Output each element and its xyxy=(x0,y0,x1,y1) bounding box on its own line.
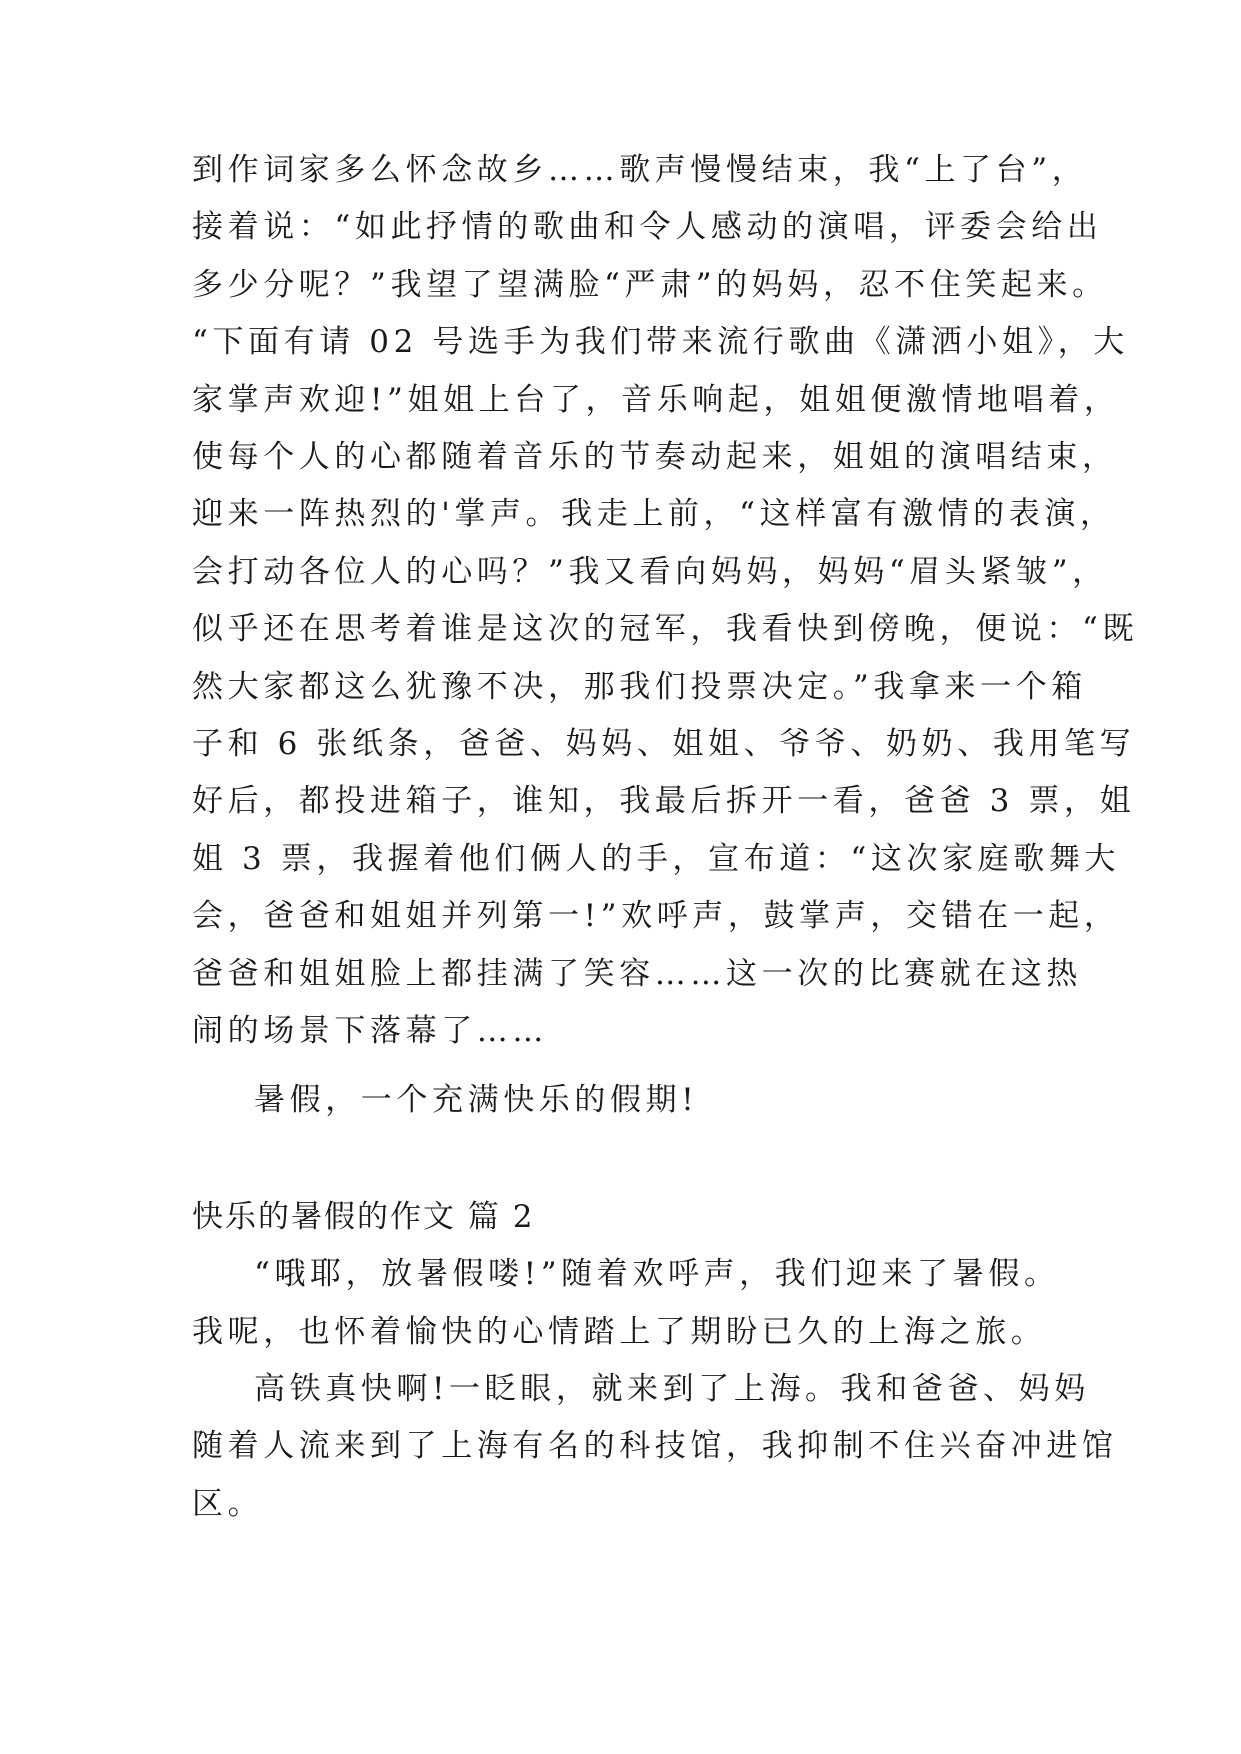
text-line: 姐 3 票，我握着他们俩人的手，宣布道：“这次家庭歌舞大 xyxy=(192,841,1121,877)
text-line: “下面有请 02 号选手为我们带来流行歌曲《潇洒小姐》，大 xyxy=(192,324,1129,360)
text-line: 闹的场景下落幕了…… xyxy=(192,1013,548,1049)
text-line: 似乎还在思考着谁是这次的冠军，我看快到傍晚，便说：“既 xyxy=(192,611,1139,647)
text-line: 多少分呢？”我望了望满脸“严肃”的妈妈，忍不住笑起来。 xyxy=(192,267,1108,303)
text-line: 高铁真快啊!一眨眼，就来到了上海。我和爸爸、妈妈 xyxy=(254,1371,1090,1407)
text-line: 到作词家多么怀念故乡……歌声慢慢结束，我“上了台”， xyxy=(192,152,1088,188)
text-line: 会，爸爸和姐姐并列第一!”欢呼声，鼓掌声，交错在一起， xyxy=(192,898,1120,934)
text-line: “哦耶，放暑假喽!”随着欢呼声，我们迎来了暑假。 xyxy=(254,1256,1060,1292)
text-line: 随着人流来到了上海有名的科技馆，我抑制不住兴奋冲进馆 xyxy=(192,1428,1118,1464)
text-line: 使每个人的心都随着音乐的节奏动起来，姐姐的演唱结束， xyxy=(192,439,1118,475)
text-line: 区。 xyxy=(192,1486,264,1522)
text-line: 我呢，也怀着愉快的心情踏上了期盼已久的上海之旅。 xyxy=(192,1314,1047,1350)
section-heading: 快乐的暑假的作文 篇 2 xyxy=(192,1199,535,1235)
text-line: 子和 6 张纸条，爸爸、妈妈、姐姐、爷爷、奶奶、我用笔写 xyxy=(192,726,1136,762)
text-line: 然大家都这么犹豫不决，那我们投票决定。”我拿来一个箱 xyxy=(192,669,1087,705)
text-line: 迎来一阵热烈的'掌声。我走上前，“这样富有激情的表演， xyxy=(192,496,1116,532)
text-line: 家掌声欢迎!”姐姐上台了，音乐响起，姐姐便激情地唱着， xyxy=(192,382,1120,418)
text-line: 好后，都投进箱子，谁知，我最后拆开一看，爸爸 3 票，姐 xyxy=(192,783,1136,819)
text-line: 爸爸和姐姐脸上都挂满了笑容……这一次的比赛就在这热 xyxy=(192,956,1082,992)
text-line: 会打动各位人的心吗？”我又看向妈妈，妈妈“眉头紧皱”， xyxy=(192,554,1108,590)
paragraph-text: 暑假，一个充满快乐的假期! xyxy=(254,1082,699,1118)
text-line: 接着说：“如此抒情的歌曲和令人感动的演唱，评委会给出 xyxy=(192,209,1103,245)
